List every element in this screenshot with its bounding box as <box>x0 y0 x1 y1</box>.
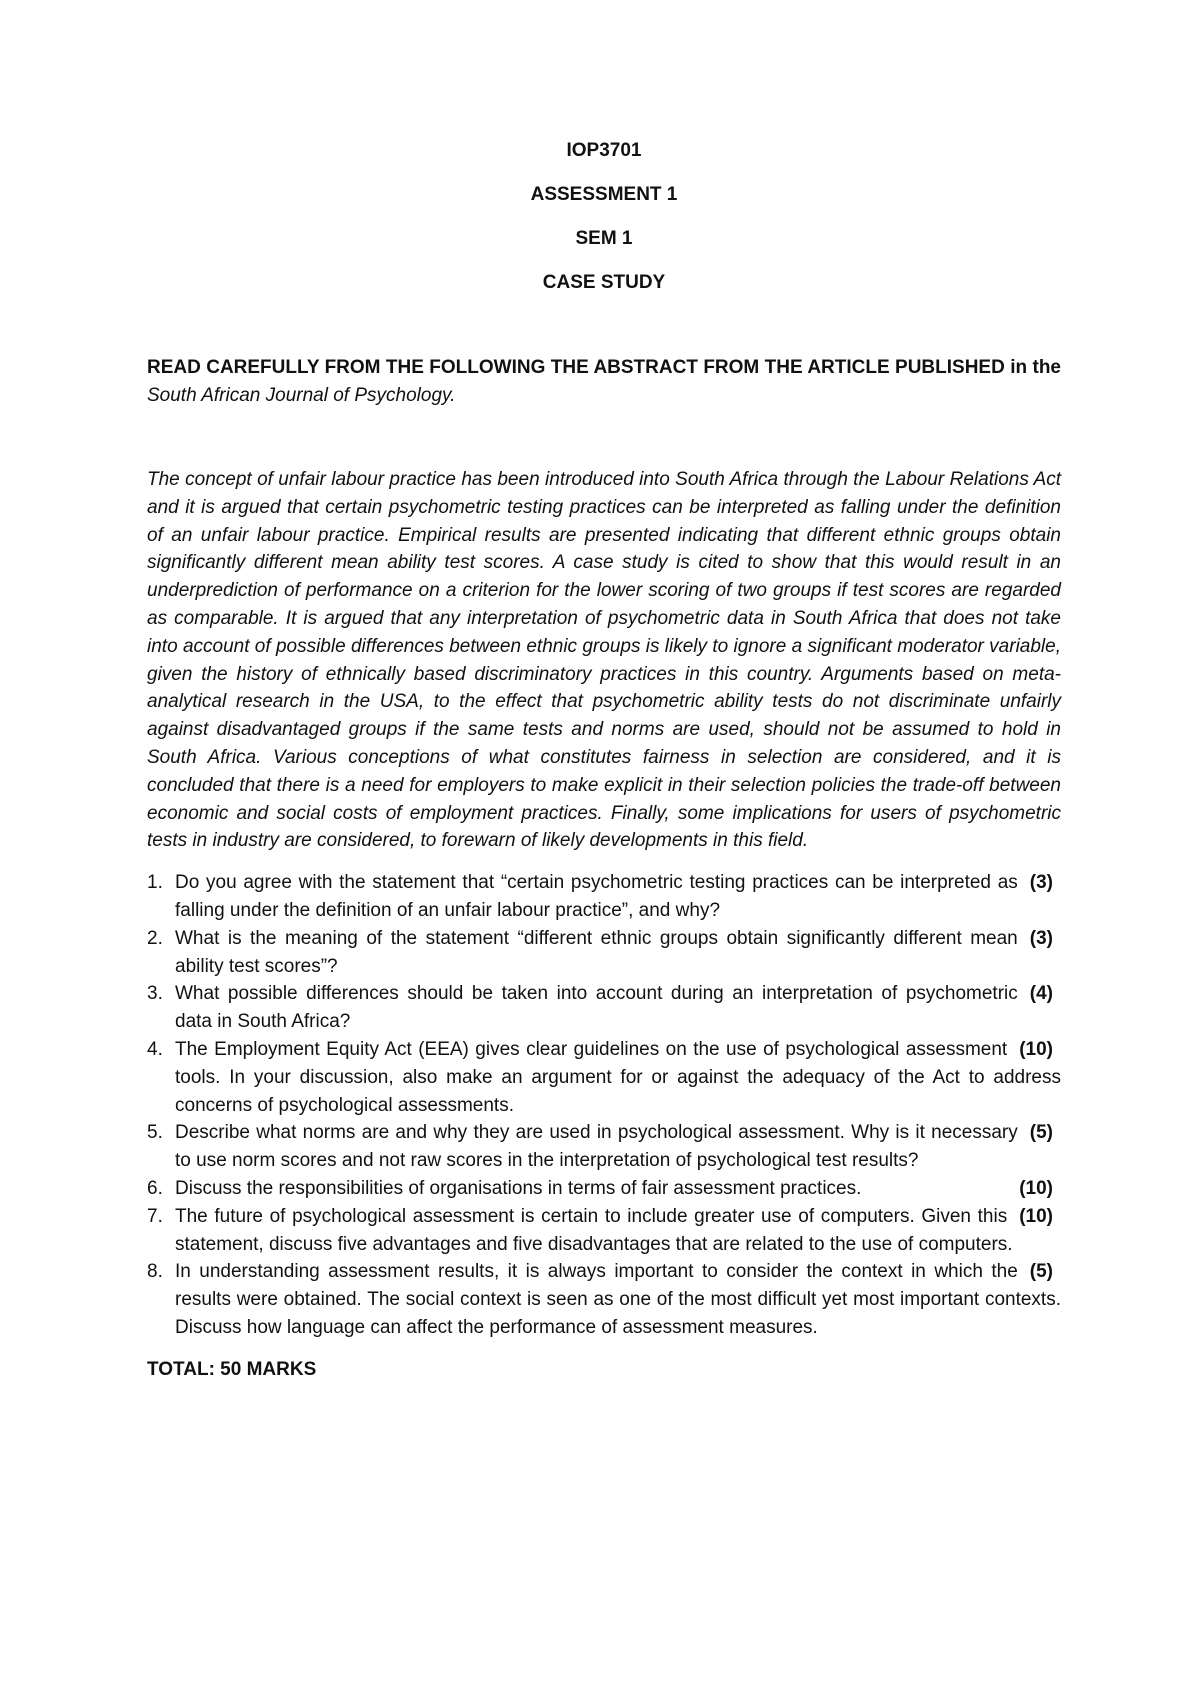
question-text: What is the meaning of the statement “different ethnic groups obtain significantly different mean ability test scores”? <box>175 927 1018 977</box>
question-marks: (5) <box>1029 1122 1053 1144</box>
question-number: 4. <box>147 1038 163 1060</box>
assessment-title: ASSESSMENT 1 <box>530 184 678 205</box>
question-text: The Employment Equity Act (EEA) gives clear guidelines on the use of psychological assessment tools. In your discussion, also make an argument for or against the adequacy of the Act to address concerns of psychological assessments. <box>175 1038 1061 1116</box>
instruction-bold-text: READ CAREFULLY FROM THE FOLLOWING THE ABSTRACT FROM THE ARTICLE PUBLISHED in the <box>147 357 1061 378</box>
total-marks: TOTAL: 50 MARKS <box>147 1358 317 1380</box>
question-text: The future of psychological assessment is certain to include greater use of computers. Given this statement, discuss five advantages and five disadvantages that are related to the use of computers. <box>175 1205 1013 1255</box>
question-marks: (4) <box>1029 983 1053 1005</box>
question-text: Discuss the responsibilities of organisations in terms of fair assessment practices. <box>175 1177 862 1199</box>
question-item <box>147 869 1061 925</box>
question-item <box>147 980 1061 1036</box>
question-marks: (3) <box>1029 872 1053 894</box>
question-item <box>147 1203 1061 1259</box>
question-item <box>147 1119 1061 1175</box>
question-marks: (10) <box>1019 1038 1053 1060</box>
question-number: 6. <box>147 1177 163 1199</box>
document-heading <box>147 140 1061 294</box>
question-number: 2. <box>147 927 163 949</box>
question-list <box>147 869 1061 1342</box>
question-item <box>147 1258 1061 1341</box>
assessment-type: CASE STUDY <box>542 272 666 293</box>
reading-instruction <box>147 354 1061 410</box>
journal-name: South African Journal of Psychology. <box>147 385 456 406</box>
question-number: 7. <box>147 1205 163 1227</box>
question-marks: (10) <box>1019 1205 1053 1227</box>
document-page <box>147 140 1061 1381</box>
semester-label: SEM 1 <box>575 228 633 249</box>
question-number: 3. <box>147 983 163 1005</box>
question-marks: (3) <box>1029 927 1053 949</box>
question-marks: (5) <box>1029 1261 1053 1283</box>
question-number: 5. <box>147 1122 163 1144</box>
course-code: IOP3701 <box>566 140 642 161</box>
question-item <box>147 925 1061 981</box>
question-text: In understanding assessment results, it is always important to consider the context in which the results were obtained. The social context is seen as one of the most difficult yet most important contexts. Discuss how language can affect the performance of assessment measures. <box>175 1261 1061 1338</box>
question-item <box>147 1036 1061 1119</box>
article-abstract: The concept of unfair labour practice has been introduced into South Africa through the Labour Relations Act and it is argued that certain psychometric testing practices can be interpreted as falling under the definition of an unfair labour practice. Empirical results are presented indicating that different ethnic groups obtain significantly different mean ability test scores. A case study is cited to show that this would result in an underprediction of performance on a criterion for the lower scoring of two groups if test scores are regarded as comparable. It is argued that any interpretation of psychometric data in South Africa that does not take into account of possible differences between ethnic groups is likely to ignore a significant moderator variable, given the history of ethnically based discriminatory practices in this country. Arguments based on meta-analytical research in the USA, to the effect that psychometric ability tests do not discriminate unfairly against disadvantaged groups if the same tests and norms are used, should not be assumed to hold in South Africa. Various conceptions of what constitutes fairness in selection are considered, and it is concluded that there is a need for employers to make explicit in their selection policies the trade-off between economic and social costs of employment practices. Finally, some implications for users of psychometric tests in industry are considered, to forewarn of likely developments in this field. <box>147 469 1061 852</box>
question-text: What possible differences should be taken into account during an interpretation of psychometric data in South Africa? <box>175 983 1018 1033</box>
question-number: 1. <box>147 872 163 894</box>
question-number: 8. <box>147 1261 163 1283</box>
question-item <box>147 1175 1061 1203</box>
question-text: Describe what norms are and why they are used in psychological assessment. Why is it necessary to use norm scores and not raw scores in the interpretation of psychological test results? <box>175 1122 1018 1172</box>
question-text: Do you agree with the statement that “certain psychometric testing practices can be interpreted as falling under the definition of an unfair labour practice”, and why? <box>175 872 1018 921</box>
question-marks: (10) <box>1019 1177 1053 1199</box>
